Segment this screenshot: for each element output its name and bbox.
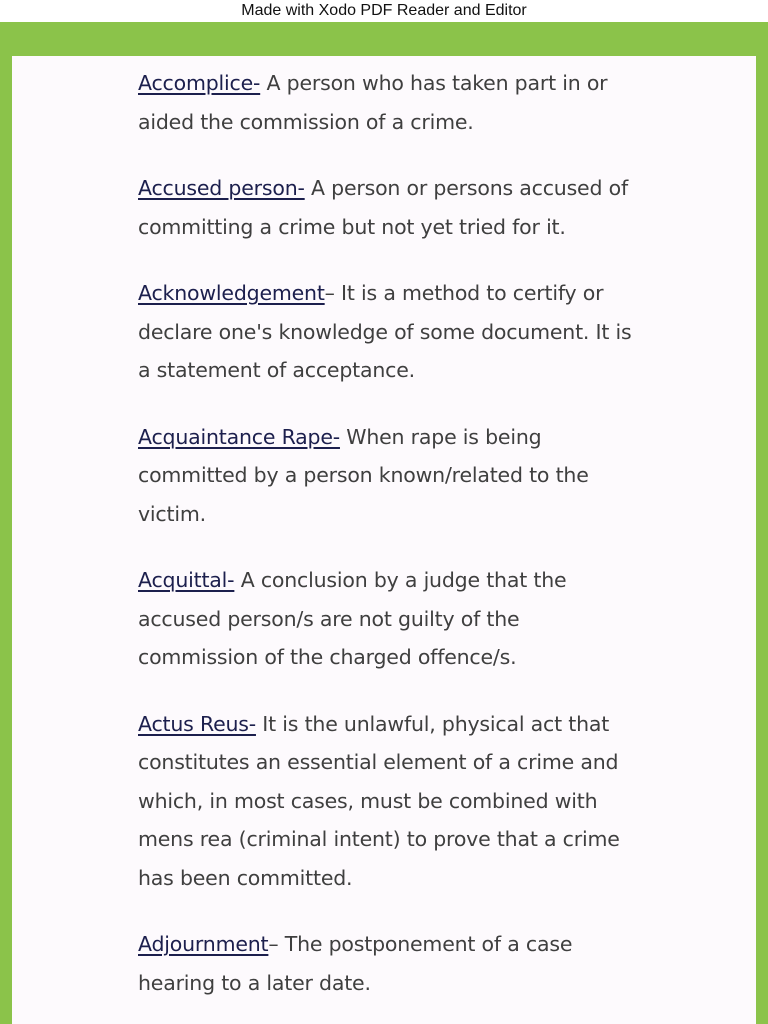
glossary-term: Accused person- — [138, 176, 305, 200]
glossary-term: Actus Reus- — [138, 711, 256, 736]
glossary-entry-actus-reus — [138, 705, 638, 898]
glossary-definition: – It is a method to certify or declare one's knowledge of some document. It is a statement of acceptance. — [138, 281, 632, 382]
glossary-entry-accomplice — [138, 64, 638, 141]
watermark-text: Made with Xodo PDF Reader and Editor — [241, 2, 527, 19]
glossary-term: Acquittal- — [138, 568, 235, 592]
glossary-definition: It is the unlawful, physical act that constitutes an essential element of a crime and which, in most cases, must be combined with mens rea (criminal intent) to prove that a crime has been committed. — [138, 711, 620, 890]
glossary-list — [138, 64, 638, 1024]
glossary-entry-accused-person — [138, 169, 638, 246]
glossary-definition: – The postponement of a case hearing to a later date. — [138, 932, 573, 995]
glossary-entry-acknowledgement — [138, 274, 638, 390]
glossary-term: Adjournment — [138, 932, 269, 956]
document-sheet[interactable] — [12, 56, 756, 1024]
glossary-entry-acquaintance-rape — [138, 418, 638, 534]
watermark-banner — [0, 0, 768, 22]
glossary-definition: A person or persons accused of committing a crime but not yet tried for it. — [138, 176, 628, 239]
glossary-term: Accomplice- — [138, 71, 261, 95]
glossary-entry-adjournment — [138, 925, 638, 1002]
glossary-definition: A conclusion by a judge that the accused person/s are not guilty of the commission of the charged offence/s. — [138, 568, 567, 669]
glossary-term: Acquaintance Rape- — [138, 424, 340, 449]
glossary-term: Acknowledgement — [138, 281, 325, 305]
glossary-definition: A person who has taken part in or aided the commission of a crime. — [138, 71, 608, 134]
glossary-definition: When rape is being committed by a person known/related to the victim. — [138, 424, 589, 526]
glossary-entry-acquittal — [138, 561, 638, 677]
green-border-frame — [0, 22, 768, 1024]
